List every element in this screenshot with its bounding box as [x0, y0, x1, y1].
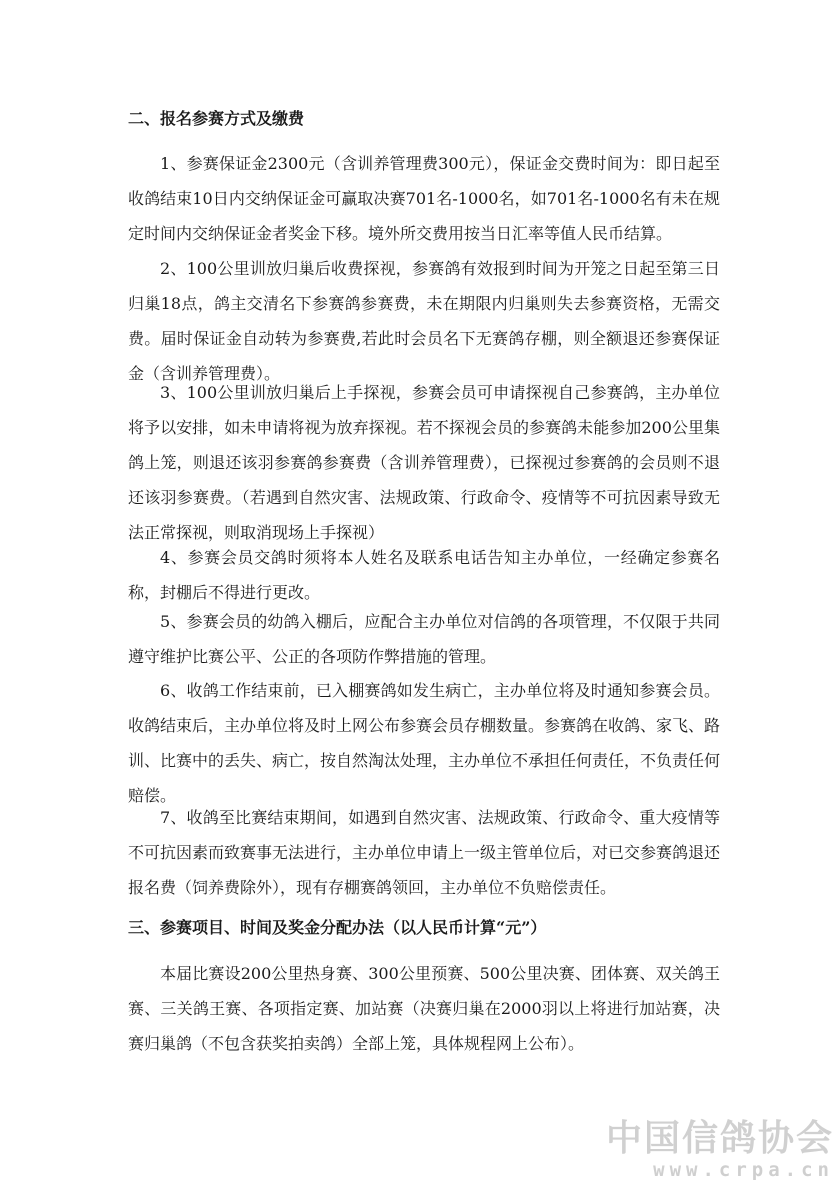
watermark: [606, 1119, 834, 1181]
section-3-heading: 三、参赛项目、时间及奖金分配办法（以人民币计算“元”）: [128, 918, 547, 937]
section-2-paragraph-3: 3、100公里训放归巢后上手探视，参赛会员可申请探视自己参赛鸽，主办单位将予以安排，如未申请将视为放弃探视。若不探视会员的参赛鸽未能参加200公里集鸽上笼，则退还该羽参赛鸽参赛费（含训养管理费），已探视过参赛鸽的会员则不退还该羽参赛费。（若遇到自然灾害、法规政策、行政命令、疫情等不可抗因素导致无法正常探视，则取消现场上手探视）: [128, 383, 720, 542]
section-2-paragraph-7: 7、收鸽至比赛结束期间，如遇到自然灾害、法规政策、行政命令、重大疫情等不可抗因素而致赛事无法进行，主办单位申请上一级主管单位后，对已交参赛鸽退还报名费（饲养费除外），现有存棚赛鸽领回，主办单位不负赔偿责任。: [128, 808, 721, 897]
watermark-org-name: 中国信鸽协会: [605, 1118, 834, 1159]
section-2-paragraph-4: 4、参赛会员交鸽时须将本人姓名及联系电话告知主办单位，一经确定参赛名称，封棚后不得进行更改。: [128, 548, 720, 602]
section-2-paragraph-1: 1、参赛保证金2300元（含训养管理费300元），保证金交费时间为：即日起至收鸽结束10日内交纳保证金可赢取决赛701名-1000名，如701名-1000名有未在规定时间内交纳保证金者奖金下移。境外所交费用按当日汇率等值人民币结算。: [128, 154, 720, 243]
section-3-paragraph-1: 本届比赛设200公里热身赛、300公里预赛、500公里决赛、团体赛、双关鸽王赛、三关鸽王赛、各项指定赛、加站赛（决赛归巢在2000羽以上将进行加站赛，决赛归巢鸽（不包含获奖拍卖鸽）全部上笼，具体规程网上公布）。: [128, 964, 720, 1053]
watermark-url: www.crpa.cn: [653, 1159, 834, 1181]
section-2-paragraph-5: 5、参赛会员的幼鸽入棚后，应配合主办单位对信鸽的各项管理，不仅限于共同遵守维护比赛公平、公正的各项防作弊措施的管理。: [128, 612, 720, 666]
section-2-paragraph-6: 6、收鸽工作结束前，已入棚赛鸽如发生病亡，主办单位将及时通知参赛会员。收鸽结束后，主办单位将及时上网公布参赛会员存棚数量。参赛鸽在收鸽、家飞、路训、比赛中的丢失、病亡，按自然淘汰处理，主办单位不承担任何责任，不负责任何赔偿。: [128, 681, 721, 805]
section-2-paragraph-2: 2、100公里训放归巢后收费探视，参赛鸽有效报到时间为开笼之日起至第三日归巢18点，鸽主交清名下参赛鸽参赛费，未在期限内归巢则失去参赛资格，无需交费。届时保证金自动转为参赛费,若此时会员名下无赛鸽存棚，则全额退还参赛保证金（含训养管理费）。: [128, 259, 720, 383]
section-2-heading: 二、报名参赛方式及缴费: [128, 109, 305, 128]
